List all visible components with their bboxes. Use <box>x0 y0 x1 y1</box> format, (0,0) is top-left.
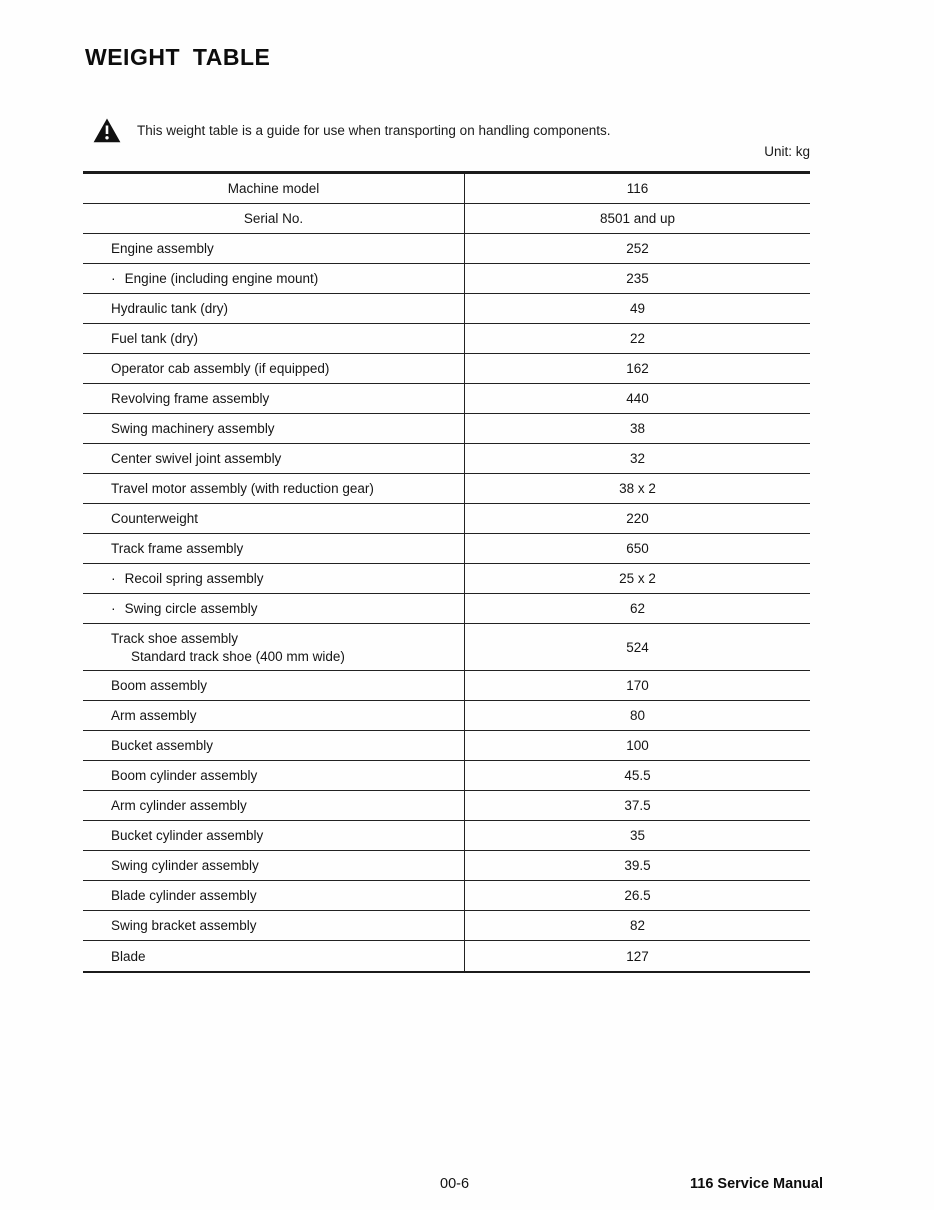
row-label: Blade cylinder assembly <box>111 888 257 903</box>
row-label-line1 <box>111 361 464 376</box>
row-label: Revolving frame assembly <box>111 391 270 406</box>
row-value: 220 <box>626 511 649 526</box>
row-label-line1 <box>111 511 464 526</box>
table-row <box>83 474 810 504</box>
page-title: WEIGHT TABLE <box>85 44 271 70</box>
row-value: 8501 and up <box>599 211 676 226</box>
row-label-cell <box>83 234 465 263</box>
row-label-line1 <box>111 391 464 406</box>
row-label: Center swivel joint assembly <box>111 451 282 466</box>
row-label: Fuel tank (dry) <box>111 331 199 346</box>
row-label-line1 <box>111 888 464 903</box>
row-label-cell <box>83 474 465 503</box>
row-label-cell <box>83 174 465 203</box>
table-row <box>83 731 810 761</box>
row-label-line1 <box>111 271 464 286</box>
row-value: 170 <box>626 678 649 693</box>
row-label: Arm cylinder assembly <box>111 798 247 813</box>
bullet-icon: · <box>111 570 116 586</box>
row-label: Blade <box>111 948 146 964</box>
table-row <box>83 911 810 941</box>
table-row <box>83 624 810 671</box>
table-row <box>83 534 810 564</box>
row-label-line1 <box>111 708 464 723</box>
row-label-line1 <box>111 858 464 873</box>
row-label-line1 <box>111 481 464 496</box>
table-row <box>83 444 810 474</box>
notice-text: This weight table is a guide for use when transporting on handling components. <box>137 123 611 138</box>
manual-title: 116 Service Manual <box>690 1176 823 1192</box>
row-label-line1 <box>244 211 303 226</box>
row-label-line1 <box>228 181 320 196</box>
row-label-cell <box>83 324 465 353</box>
row-label-cell <box>83 444 465 473</box>
row-label-cell <box>83 564 465 593</box>
row-value: 82 <box>629 918 646 933</box>
row-label-line1 <box>111 601 464 616</box>
row-value: 32 <box>629 451 646 466</box>
row-label-cell <box>83 941 465 971</box>
row-label: Boom cylinder assembly <box>111 768 258 783</box>
row-label-line1 <box>111 301 464 316</box>
row-label: Swing cylinder assembly <box>111 858 259 873</box>
row-label-cell <box>83 624 465 670</box>
row-value: 127 <box>626 948 649 964</box>
row-label: Recoil spring assembly <box>124 571 264 586</box>
row-label-line1 <box>111 828 464 843</box>
table-row <box>83 294 810 324</box>
row-value: 45.5 <box>624 768 651 783</box>
row-value: 440 <box>626 391 649 406</box>
weight-table <box>83 171 810 973</box>
row-label-line1 <box>111 421 464 436</box>
row-label-line1 <box>111 678 464 693</box>
row-label-cell <box>83 791 465 820</box>
row-label-cell <box>83 701 465 730</box>
row-label-cell <box>83 294 465 323</box>
row-label-cell <box>83 821 465 850</box>
warning-icon <box>93 118 121 143</box>
row-label: Track frame assembly <box>111 541 244 556</box>
row-label-line1 <box>111 768 464 783</box>
row-label: Hydraulic tank (dry) <box>111 301 229 316</box>
table-row <box>83 504 810 534</box>
table-row <box>83 234 810 264</box>
row-label: Track shoe assembly <box>111 630 239 646</box>
table-row <box>83 881 810 911</box>
row-label-line1 <box>111 631 464 646</box>
row-label-line1 <box>111 949 464 964</box>
row-label: Engine assembly <box>111 241 214 256</box>
row-label-cell <box>83 414 465 443</box>
table-row <box>83 414 810 444</box>
table-row <box>83 701 810 731</box>
notice <box>93 118 611 143</box>
row-value: 22 <box>629 331 646 346</box>
table-row <box>83 264 810 294</box>
table-row <box>83 594 810 624</box>
row-label: Swing bracket assembly <box>111 918 257 933</box>
row-label-cell <box>83 594 465 623</box>
row-value: 100 <box>626 738 649 753</box>
row-value: 37.5 <box>624 798 651 813</box>
row-label: Travel motor assembly (with reduction gear) <box>111 481 374 496</box>
row-value: 38 x 2 <box>619 481 656 496</box>
row-label: Arm assembly <box>111 708 197 723</box>
row-label-line1 <box>111 918 464 933</box>
table-row <box>83 671 810 701</box>
row-label-cell <box>83 671 465 700</box>
row-label: Operator cab assembly (if equipped) <box>111 361 330 376</box>
table-row <box>83 324 810 354</box>
table-row <box>83 564 810 594</box>
row-value: 252 <box>626 241 649 256</box>
row-label: Swing circle assembly <box>124 601 258 616</box>
row-label-cell <box>83 534 465 563</box>
table-row <box>83 204 810 234</box>
row-value: 49 <box>629 301 646 316</box>
row-value: 39.5 <box>624 858 651 873</box>
table-row <box>83 384 810 414</box>
row-value: 80 <box>629 708 646 723</box>
row-value: 235 <box>626 271 649 286</box>
page-number: 00-6 <box>440 1176 470 1192</box>
row-value: 25 x 2 <box>619 571 656 586</box>
row-label-cell <box>83 264 465 293</box>
row-label-cell <box>83 911 465 940</box>
row-label: Bucket cylinder assembly <box>111 828 264 843</box>
bullet-icon: · <box>111 270 116 286</box>
row-label: Engine (including engine mount) <box>124 271 319 286</box>
table-row <box>83 354 810 384</box>
row-label-line1 <box>111 541 464 556</box>
row-label-cell <box>83 354 465 383</box>
table-row <box>83 761 810 791</box>
row-label: Machine model <box>227 181 320 196</box>
row-label-cell <box>83 204 465 233</box>
row-value: 35 <box>629 828 646 843</box>
row-label-line1 <box>111 738 464 753</box>
table-row <box>83 851 810 881</box>
table-row <box>83 941 810 971</box>
row-label: Swing machinery assembly <box>111 421 275 436</box>
table-row <box>83 174 810 204</box>
row-label: Bucket assembly <box>111 738 214 753</box>
row-label-line1 <box>111 571 464 586</box>
row-label-line1 <box>111 451 464 466</box>
row-label-line1 <box>111 798 464 813</box>
row-label: Counterweight <box>111 511 199 526</box>
row-value: 62 <box>629 601 646 616</box>
table-row <box>83 821 810 851</box>
row-label-line1 <box>111 241 464 256</box>
row-label-line2: Standard track shoe (400 mm wide) <box>131 648 345 664</box>
bullet-icon: · <box>111 600 116 616</box>
row-label-cell <box>83 761 465 790</box>
table-row <box>83 791 810 821</box>
row-value: 162 <box>626 361 649 376</box>
row-value: 38 <box>629 421 646 436</box>
row-value: 650 <box>626 541 649 556</box>
row-label-cell <box>83 384 465 413</box>
row-label-cell <box>83 504 465 533</box>
row-value: 524 <box>626 639 649 655</box>
row-label: Serial No. <box>243 211 304 226</box>
row-value: 26.5 <box>624 888 651 903</box>
row-label-cell <box>83 881 465 910</box>
row-label-cell <box>83 851 465 880</box>
row-value: 116 <box>626 181 649 196</box>
row-label-cell <box>83 731 465 760</box>
row-label-line1 <box>111 331 464 346</box>
unit-label: Unit: kg <box>764 144 810 159</box>
row-label: Boom assembly <box>111 678 208 693</box>
